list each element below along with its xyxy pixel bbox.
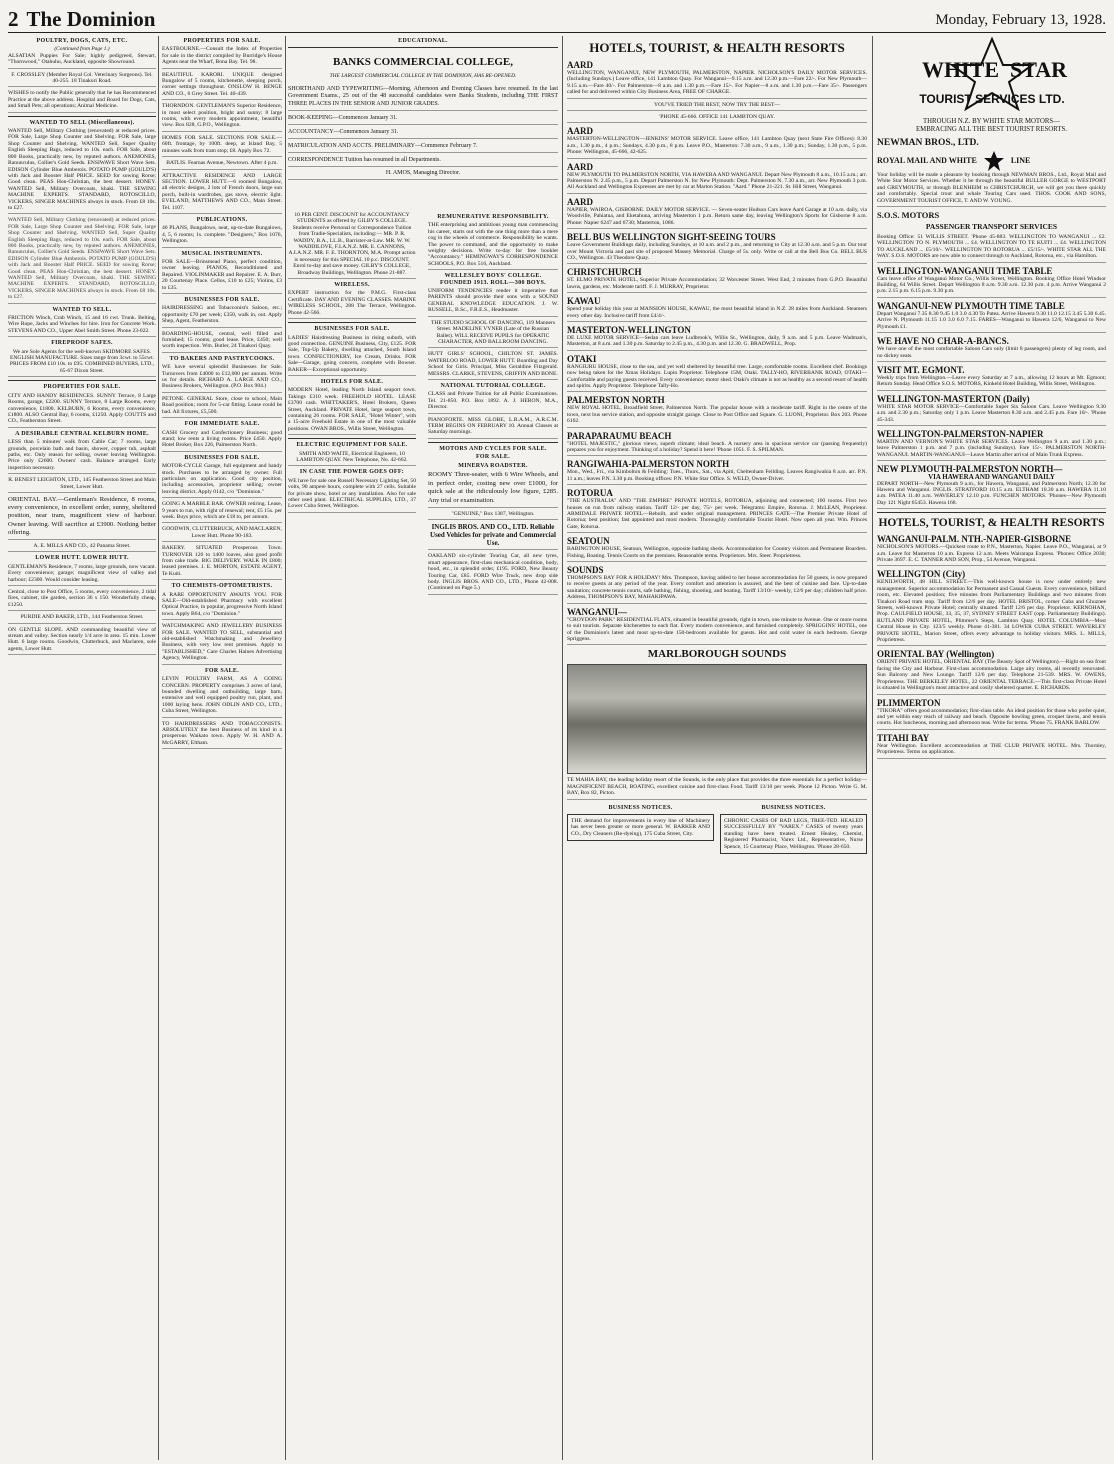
- royal-mail-line: [877, 150, 1106, 172]
- classified-ad: Spend your holiday this year at MANSION HOUSE, KAWAU, the most beautiful island in N.Z. 28 miles from Auckland. Steamers every other day. Inclusive tariff from £4/4/-.: [567, 306, 867, 322]
- column-transport: [877, 36, 1106, 1460]
- resort-heading: PLIMMERTON: [877, 697, 941, 708]
- classified-ad: EXPERT instruction for the P.M.G. First-class Certificate. DAY AND EVENING CLASSES. MARINE WIRELESS SCHOOL, 288 The Terrace, Wellington. Phone 42-566.: [288, 290, 416, 319]
- classified-ad: THE demand for improvements in every line of Machinery has never been greater or more general. W. BARKER AND CO., Dry Cleaners (Re-dyeing), 175 Cuba Street, City.: [567, 814, 714, 841]
- classified-ad: YOU'VE TRIED THE REST, NOW TRY THE BEST—: [567, 102, 867, 111]
- resort-heading: RANGIWAHIA-PALMERSTON NORTH: [567, 459, 730, 470]
- classified-ad: ALSATIAN Puppies For Sale; highly pedigreed, Stewart, "Thornwood," Otahuhu, Auckland, opposite Showround.: [8, 53, 156, 69]
- classified-ad: BOARDING-HOUSE, central, well filled and furnished; 15 rooms; good lease. Price, £450; well worth inspection. Wm. Butler, 24 Tinakori Quay.: [162, 331, 282, 353]
- classified-ad: ROOMY Three-seater, with 6 Wire Wheels, and in perfect order, costing new over £1000, for quick sale at the ridiculously low figure, £285. Any trial or examination.: [428, 471, 558, 508]
- classified-ad: WISHES to notify the Public generally that he has Recommenced Practice at the above address. Hospital and Board for Dogs, Cats, and Small Pets; all operations; Animal Medicine.: [8, 90, 156, 112]
- classified-ad: BAKERY. SITUATED Prosperous Town. TURNOVER 126 to 1400 loaves, also good profit from cake trade. BIG DELIVERY. WALK IN £800; leased premises. J. E. MORTON, ESTATE AGENT, Te Kuiti.: [162, 545, 282, 580]
- section-heading: WELLESLEY BOYS' COLLEGE. FOUNDED 1913. ROLL—300 BOYS.: [440, 273, 546, 286]
- classified-ad: Central, close to Post Office, 5 rooms, every convenience, 2 tidal fires, cabinet, tile garden, section 36 x 150. Wonderfully cheap, £1250.: [8, 589, 156, 611]
- section-title: HOTELS, TOURIST, & HEALTH RESORTS: [589, 40, 845, 55]
- classified-ad: DE LUXE MOTOR SERVICE—Sedan cars leave Ludbrook's, Willis St., Wellington, daily, 9 a.m. and 5 p.m. Leave Wadman's, Masterton, at 8 a.m. and 1.30 p.m. Saturday to 2.45 p.m., 4.30 p.m. and 12.30. G. BRADWELL, Prop.: [567, 335, 867, 351]
- classified-ad: WE have for sale one Russell Necessary Lighting Set, 50 volts, 90 ampere hours, complete with 27 cells. Suitable for private show, hotel or any installation. Also for sale other used plant. ELECTRICAL SUPPLIES, LTD., 37 Lower Cuba Street, Wellington.: [288, 478, 416, 513]
- divider: [428, 442, 558, 443]
- column-hotels-tourist: [567, 36, 867, 1460]
- divider: [877, 512, 1106, 513]
- classified-ad: SMITH AND WAITE, Electrical Engineers, 10 LAMBTON QUAY. New Telephone, No. 42-662.: [288, 451, 416, 467]
- section-heading: FOR SALE.: [204, 667, 240, 674]
- divider: [8, 116, 156, 117]
- resort-heading: PARAPARAUMU BEACH: [567, 430, 672, 441]
- route-subheading: VIA HAWERA AND WANGANUI DAILY: [928, 473, 1055, 482]
- masthead: [8, 4, 1106, 33]
- section-heading: BUSINESSES FOR SALE.: [184, 454, 260, 461]
- section-title: HOTELS, TOURIST, & HEALTH RESORTS: [878, 517, 1105, 530]
- section-heading: PROPERTIES FOR SALE.: [43, 384, 121, 391]
- marlborough-heading: MARLBOROUGH SOUNDS: [647, 648, 787, 661]
- classified-ad: CHRONIC CASES OF BAD LEGS, TREE-TED. HEALED SUCCESSFULLY BY "VAREX." CASES of twenty years standing have been treated. Ernest Healey, Chemist, Registered Pharmacist, Varex Ltd., Representative, Nurse Spence, 15 Courtenay Place, Wellington. 'Phone 28-650.: [720, 814, 867, 854]
- column-classifieds-1: [8, 36, 156, 1460]
- classified-ad: GOING A MARBLE BAR. OWNER retiring. Lease, 9 years to run, with right of renewal; rent, £5 15s. per week. Buys price, which are £18 to, per annum.: [162, 501, 282, 523]
- resort-heading: AARD: [567, 126, 593, 137]
- logo-word-star: STAR: [1009, 57, 1067, 82]
- divider: [8, 380, 156, 381]
- classified-ad: ON GENTLE SLOPE. AND commanding beautiful view of stream and valley. Section nearly 1/4 acre in area. 15 min. Lower Hutt. 6 large rooms. Goodwin, Clutterbuck, and Maclaren, sole agents, Lower Hutt.: [8, 627, 156, 656]
- section-subheading: (Continued from Page 1.): [54, 46, 110, 53]
- column-educational-top: [288, 36, 558, 206]
- classified-ad: CASH Grocery and Confectionery Business; good stand; low rents a living rooms. Price £450. Apply Hotel Broker, Box 226, Palmerston North.: [162, 430, 282, 452]
- column-classifieds-2: [162, 36, 282, 1460]
- classified-ad: NICHOLSON'S MOTORS.—Quickest route to P.N., Masterton, Napier. Leave P.O., Wanganui, at 9 a.m. Leave for Masterton 10 a.m. Express 12 a.m. Meets Wairarapa Express. 'Phones: Office 2030; Private 3697. E. C. TANNER AND SON, Prop., 54 Avenue, Wanganui.: [877, 544, 1106, 566]
- sos-subheading: PASSENGER TRANSPORT SERVICES: [925, 222, 1058, 232]
- classified-ad: NEW PLYMOUTH TO PALMERSTON NORTH, VIA HAWERA AND WANGANUI. Depart New Plymouth 8 a.m., 10.15 a.m.; arr. Palmerston N. 2.45 p.m., 5 p.m. Depart Palmerston N. for New Plymouth: Dept. Palmerston N. 7.30 a.m., arr. New Plymouth 3 p.m. All Auckland and Wellington Expresses are met by car at Marton Station. "Aard." Phone 21-221. St. Hill Street, Wanganui.: [567, 172, 867, 194]
- classified-ad: TE MAHIA BAY, the leading holiday resort of the Sounds, is the only place that provides the three essentials for a perfect holiday—MAGNIFICENT BEACH, BOATING, excellent cuisine and first-class Food. Tariff 13/10 per week. Phone 12 Picton. Write G. M. BAY, Box 82, Picton.: [567, 777, 867, 799]
- section-heading: ELECTRIC EQUIPMENT FOR SALE.: [296, 442, 408, 449]
- classified-ad: ST. ELMO PRIVATE HOTEL, Superior Private Accommodation; 32 Worcester Street. West End, 2 minutes from G.P.O. Beautiful lawns, gardens, etc. Moderate tariff. F. J. MURRAY, Proprietor.: [567, 277, 867, 293]
- classified-ad: HAIRDRESSING and Tobacconist's Saloon, etc.; opportunity £70 per week; £350, walk in, out. Apply Shep, Agent, Featherston.: [162, 305, 282, 327]
- resort-heading: AARD: [567, 60, 593, 70]
- column-rule: [158, 36, 159, 1460]
- resort-heading: WELLINGTON (City): [877, 569, 966, 580]
- column-classifieds-3a: [288, 212, 416, 1460]
- resort-heading: SEATOUN: [567, 536, 610, 547]
- white-star-logo: [877, 36, 1106, 118]
- classified-ad: UNIFORM TENDENCIES render it imperative that PARENTS should provide their sons with a SOUND GENERAL KNOWLEDGE EDUCATION. J. W. RUSSELL, B.Sc., F.R.E.S., Headmaster.: [428, 288, 558, 317]
- section-heading: BUSINESS NOTICES.: [608, 804, 673, 811]
- resort-heading: OTAKI: [567, 353, 597, 364]
- classified-ad: Leave Government Buildings daily, including Sundays, at 10 a.m. and 2 p.m., and returning to City at 12.30 a.m. and 5 p.m. Our tour over Mount Victoria and past site of proposed Massey Memorial. Charge of 5s. only. Write or call at the Bell Bus Co. BELL BUS CO., Wellington. 43 Theodore Quay.: [567, 242, 867, 264]
- classified-ad: PIANOFORTE. MISS GLOBE, L.R.A.M., A.R.C.M. TERM BEGINS ON FEBRUARY 10. Annual Classes at Saturday mornings.: [428, 417, 558, 439]
- section-heading: FOR SALE.: [475, 454, 511, 461]
- section-heading: IN CASE THE POWER GOES OFF:: [299, 469, 405, 476]
- resort-heading: KAWAU: [567, 296, 601, 307]
- classified-ad: CORRESPONDENCE Tuition has resumed in all Departments.: [288, 156, 558, 167]
- section-heading: BUSINESSES FOR SALE.: [184, 297, 260, 303]
- classified-ad: RANGIURU HOUSE, close to the sea, and yet well sheltered by beautiful tree. Large, comfortable rooms. Excellent chef. Bookings now being taken for the Xmas Holidays. Lupin Proprietor. Telephone 15M, Otaki. TALLY-HO, RIVERBANK ROAD, OTAKI—Comfortable and paying guests received. Every convenience; motor shed. Otaki's climate is not as healthy as a second resort of health and spirits. Apply Proprietor. Telephone Tally-Ho.: [567, 364, 867, 393]
- resort-heading: AARD: [567, 161, 593, 172]
- logo-word-white: WHITE: [921, 57, 999, 82]
- resort-heading: BELL BUS WELLINGTON SIGHT-SEEING TOURS: [567, 232, 776, 243]
- classified-ad: MOTOR-CYCLE Garage, full equipment and handy stock. Purchases to be arranged by owner. Full particulars on application. Good city position, including accessories, proprietor selling; owner leaving district. Apply 0142, c/o "Dominion.": [162, 463, 282, 498]
- white-star-tagline: EMBRACING ALL THE BEST TOURIST RESORTS.: [916, 126, 1067, 133]
- resort-heading: TITAHI BAY: [877, 732, 930, 743]
- banks-college-subtitle: THE LARGEST COMMERCIAL COLLEGE IN THE DOMINION, HAS RE-OPENED.: [329, 73, 517, 80]
- white-star-tagline: THROUGH N.Z. BY WHITE STAR MOTORS—: [923, 118, 1060, 125]
- classified-ad: GENTLEMAN'S Residence, 7 rooms, large grounds, now vacant. Every convenience; garage; magnificent view of valley and harbour; £2300. Would consider leasing.: [8, 564, 156, 586]
- classified-ad: A. E. MILLS AND CO., 42 Panama Street.: [8, 543, 156, 552]
- classified-ad: WE have several splendid Businesses for Sale. Turnovers from £4000 to £12,000 per annum. Write us for details. RICHARD A. LARGE AND CO., Business Brokers, Wellington. (P.O. Box 904.): [162, 364, 282, 393]
- classified-ad: GOODWIN, CLUTTERBUCK, AND MACLAREN, Lower Hutt. Phone 90-183.: [162, 526, 282, 542]
- divider: [288, 322, 416, 323]
- classified-ad: ORIENTAL BAY.—Gentleman's Residence, 8 rooms, every convenience, in excellent order, sunny, sheltered position, near tram, magnificent view of harbour. Owner leaving. Will sacrifice at £3900. Nothing better offering.: [8, 496, 156, 540]
- classified-ad: BOOK-KEEPING—Commences January 31.: [288, 114, 558, 125]
- classified-ad: ACCOUNTANCY—Commences January 31.: [288, 128, 558, 139]
- classified-ad: WANTED Sell, Military Clothing (renovated) at reduced prices. FOR Sale, Large Shop Counter and Shelving. FOR Sale, large Shop Counter and Shelving. WANTED Sell, Super Quality English Sleeping Bags, reduced to 10s. each. FOR Sale, about 800 Books, practically new, by reputed authors. ANEMONES, Ranunculus, Collier's Gold Seeds. ENSIWAVE Short Wave Sets. EDISON Cylinder Blue Amberols. POTATO PUMP (GOULD'S) with Jack and Booster Half PRICE. SEED for sowing Rorse; Good clean. PEAS Hon-Christian, the best dessert. HONEY. WANTED Sell, Military Overcoats, khaki. THE SEWING MACHINE EXPERTS. STANDARD, ROTOSCILLO, VICKERS, SINGER MACHINES always in stock. From £8 10s. to £27.: [8, 217, 156, 303]
- resort-heading: WANGANUI—: [567, 606, 628, 617]
- resort-heading: ROTORUA: [567, 488, 613, 499]
- classified-ad: Mon., Wed., Fri., via Kimbolton & Feilding: Tues., Thurs., Sat., via Apiti, Cheltenham Feilding. Leaves Rangiwahia 8 a.m. arr. P.N. 11 a.m.; leaves P.N. 3.30 p.m. Booking offices: P.N. White Star Office. S. WELD, Owner-Driver.: [567, 469, 867, 485]
- classified-ad: DEPART NORTH—New Plymouth 9 a.m., for Hawera, Wanganui, and Palmerston North; 12.30 for Hawera and Wanganui. INGLIS. STRATFORD 10.15 a.m. ELTHAM 10.30 a.m. HAWERA 11.10 a.m. PATEA 11.40 a.m. WAVERLEY 12.10 p.m. FUNCHEN MOTORS. 'Phones—New Plymouth Day 121 Night 65453. Hawera 168.: [877, 481, 1106, 510]
- classified-ad: WATCHMAKING AND JEWELLERY BUSINESS FOR SALE. WANTED TO SELL, substantial and old-established Watchmaking and Jewellery Business, with very low rent premises. Apply to "ESTABLISHED," Care Charles Haines Advertising Agency, Wellington.: [162, 623, 282, 664]
- classified-ad: We have one of the most comfortable Saloon Cars only (limit 8 passengers) plenty of leg room, and no dickey seats.: [877, 346, 1106, 362]
- classified-ad: ATTRACTIVE RESIDENCE AND LARGE SECTION. LOWER HUTT.—6 roomed Bungalow, all electric designs, 2 lots of French doors, large sun porch, built-in wardrobes, gas stove, electric light. EVELAND, MATTHEWS AND CO., Main Street. Tel. 1107.: [162, 173, 282, 214]
- classified-ad: OAKLAND six-cylinder Touring Car, all new tyres, smart appearance, first-class mechanical condition, body, hood, etc., in splendid order, £195. FORD, New Beauty Touring Car, £85. FORD Wire Truck, new drop side body. INGLIS BROS. AND CO., LTD., Phone 42-008. (Continued on Page 5.): [428, 553, 558, 594]
- section-heading: MINERVA ROADSTER.: [458, 462, 528, 469]
- resort-heading: AARD: [567, 196, 593, 207]
- column-classifieds-3b: [428, 212, 558, 1460]
- classified-ad: Near Wellington. Excellent accommodation at THE CLUB PRIVATE HOTEL. Mrs. Thornley, Proprietress. Terms on application.: [877, 743, 1106, 759]
- route-heading: NEW PLYMOUTH-PALMERSTON NORTH—: [877, 464, 1063, 475]
- classified-ad: INGLIS BROS. AND CO., LTD. Reliable Used Vehicles for private and Commercial Use.: [428, 523, 558, 550]
- classified-ad: TO HAIRDRESSERS AND TOBACCONISTS. ABSOLUTELY the best Business of its kind in a prosperous Waikato town. Apply W. H. AND A. McGARRY, Eltham.: [162, 721, 282, 750]
- classified-ad: Depart Wanganui 7.35 8.30 9.45 1.0 3.0 4.30 To Patea. Arrive Hawera 9.30 11.0 12.15 3.45 5.30 6.45. Arrive N. Plymouth 11.15 1.0 3.0 6.0 7.15. FARES—Wanganui to Hawera 12/6, Wanganui to New Plymouth £1.: [877, 311, 1106, 333]
- section-heading: BUSINESS NOTICES.: [761, 804, 826, 811]
- classified-ad: H. AMOS, Managing Director.: [288, 170, 558, 179]
- issue-date: Monday, February 13, 1928.: [935, 12, 1106, 28]
- classified-ad: LEVIN POULTRY FARM, AS A GOING CONCERN. PROPERTY comprises 3 acres of land, bounded dwelling and outbuilding, large barn, extensive and well equipped poultry run, plant, and 1000 laying hens. JOHN ODLIN AND CO., LTD., Cuba Street, Wellington.: [162, 676, 282, 717]
- classified-ad: WELLINGTON, WANGANUI, NEW PLYMOUTH, PALMERSTON, NAPIER. NICHOLSON'S DAILY MOTOR SERVICES. (Including Sundays.) Leave office, 141 Lambton Quay. For Wanganui—9.15 a.m. and 12.30 p.m.—Fare 22/-. For New Plymouth—9.15 a.m.—Fare 40/-. For Palmerston—8 a.m. and 1.30 p.m.—Fare 15/-. For Napier—8 a.m. and 1.30 p.m.—Fare 35/-. Passengers called for and delivered within City Business Area, FREE OF CHARGE.: [567, 70, 867, 99]
- section-heading: A DESIRABLE CENTRAL KELBURN HOME.: [15, 430, 149, 437]
- section-heading: TO CHEMISTS-OPTOMETRISTS.: [171, 583, 273, 590]
- divider: [288, 47, 558, 48]
- section-heading: NATIONAL TUTORIAL COLLEGE.: [440, 382, 546, 389]
- section-heading: PROPERTIES FOR SALE.: [183, 38, 261, 44]
- classified-ad: HUTT GIRLS' SCHOOL, CHILTON ST. JAMES. WATERLOO ROAD, LOWER HUTT. Boarding and Day School for Girls. Principal, Miss Geraldine Fitzgerald. MESSRS. CLARKE, STEVENS, GRIFFIN AND BONE.: [428, 351, 558, 380]
- classified-ad: KENILWORTH, 48 HILL STREET.—This well-known house is now under entirely new management. Superior accommodation for Permanent and Casual Guests. Every convenience, billiard room, etc. Elevated position; five minutes from Parliamentary Buildings and two minutes from Tinakori Road tram stop. Tariff from 12/6 per day. HOTEL BRISTOL, corner Cuba and Ghuznee Streets, well-known Private Hotel; centrally situated. Tariff 12/6 per day. Proprietor. KERNOHAN, Prop. CAULFIELD HOUSE, 33, 35, 37, SYDNEY STREET EAST (opp. Parliamentary Buildings). RUTLAND PRIVATE HOTEL, Plimmer's Steps, Lambton Quay. HOTEL COLUMBIA—Most Central House in City. 123/5 weekly. Phone 41-381. 34 LOWER CUBA STREET. WAVERLEY PRIVATE HOTEL, Marion Street, offers every advantage to holiday visitors. MRS. L. MILLS, Proprietress.: [877, 579, 1106, 646]
- classified-ad: Cars leave office of Wanganui Motor Co., Willis Street, Wellington. Booking Office Hotel Windsor Building, 64 Willis Street. Depart Wellington 8 a.m. 9.30 a.m. 12.30 p.m. 4 p.m. Arrive Wanganui 2 p.m. 2.15 p.m. 6.15 p.m. 9.30 p.m.: [877, 276, 1106, 298]
- royal-mail-label: ROYAL MAIL AND WHITE: [877, 155, 977, 165]
- business-notices: [567, 803, 867, 857]
- classified-ad: F. CROSSLEY (Member Royal Col. Veterinary Surgeons). Tel. 40-255. 18 Tinakori Road.: [8, 72, 156, 88]
- classified-ad: LADIES' Hairdressing Business in rising suburb, with good connection. GENUINE Business, City, £125. FOR Sale, Top-Up Bakery, dwelling attached, South Island town. CONFECTIONERY, Ice Cream, Drinks. FOR Sale—Garage, going concern, complete with Bowser. BAKER—Exceptional opportunity.: [288, 335, 416, 376]
- section-heading: MUSICAL INSTRUMENTS.: [181, 250, 263, 257]
- section-heading: FOR IMMEDIATE SALE.: [184, 421, 260, 428]
- section-heading: WANTED TO SELL (Miscellaneous).: [29, 119, 135, 126]
- classified-ad: A RARE OPPORTUNITY AWAITS YOU. FOR SALE—Old-established Pharmacy with excellent Optical Practice, in popular, progressive North Island town. Apply B64, c/o "Dominion.": [162, 592, 282, 621]
- classified-ad: BABINGTON HOUSE, Seatoun, Wellington, opposite bathing sheds. Accommodation for Country visitors and Permanent Boarders. Fishing, Boating. Tennis Courts on the premises. Reasonable terms. Proprietors. Mrs. Steer. Proprietress.: [567, 546, 867, 562]
- classified-ad: MARTIN AND VERNON'S WHITE STAR SERVICES. Leave Wellington 9 a.m. and 1.30 p.m.; leave Palmerston 1 p.m. and 7 p.m. (including Sundays). Fare 15/-. PALMERSTON NORTH-WANGANUI. MARTIN-WANGANUI—Leave Martin after arrival of Main Trunk Express.: [877, 439, 1106, 461]
- classified-ad: 40 PLANS, Bungalows, neat, up-to-date Bungalows, 4, 5, 6 rooms; 1s. complete. "Designers," Box 1076, Wellington.: [162, 225, 282, 247]
- classified-ad: CLASS and Private Tuition for all Public Examinations. Tel. 21-850. P.O. Box 1892. A. J. HERON, M.A., Director.: [428, 391, 558, 413]
- section-heading: PUBLICATIONS.: [196, 216, 248, 223]
- classified-ad: THE enterprising and ambitious young man commencing his career, starts out with the one thing more than a mere cog in the wheels of commerce. Responsibility he wants. The power to command, and the opportunity to make weighty decisions. Write to-day for free booklet "Accountancy." HEMINGWAY'S CORRESPONDENCE SCHOOLS, P.O. Box 516, Auckland.: [428, 222, 558, 270]
- column-rule: [562, 36, 563, 1460]
- resort-heading: PALMERSTON NORTH: [567, 395, 665, 406]
- resort-heading: MASTERTON-WELLINGTON: [567, 324, 691, 335]
- route-heading: WELLINGTON-PALMERSTON-NAPIER: [877, 428, 1044, 439]
- white-star-emblem-icon: [882, 37, 1102, 117]
- classified-ad: "CROYDON PARK" RESIDENTIAL FLATS, situated in beautiful grounds, right in town, one minute to Avenue. One or more rooms to suit tourists. Separate kitchenettes to each flat. Every modern convenience, and furnished completely. SPRIGGINS' HOTEL, one of the Dominion's latest and most up-to-date 150-bedroom available for guests. Hot and cold water in each bedroom. George Spriggens.: [567, 617, 867, 646]
- classified-ad: "TIKORA" offers good accommodation; first-class table. An ideal position for those who prefer quiet, and yet within easy reach of railway and beach. Opposite bowling green, croquet lawns, and tennis courts. Hot luncheons, morning and afternoon teas. Write for terms. 'Phone 75. FRANK BARLOW.: [877, 708, 1106, 730]
- classified-ad: BEAUTIFUL KARORI. UNIQUE designed Bungalow of 5 rooms, kitchenette, sleeping porch, corner settings throughout. ONSLOW H. BENGE AND CO., 6 Grey Street. Tel. 40-439.: [162, 72, 282, 101]
- classified-ad: THE STUDIO SCHOOL OF DANCING, 119 Manners Street. MADELINE VYNER (Late of the Russian Ballet). WILL RECEIVE PUPILS for OPERATIC CHARACTER, AND BALLROOM DANCING.: [428, 320, 558, 349]
- timetable-heading: WELLINGTON-WANGANUI TIME TABLE: [877, 265, 1053, 276]
- classified-ad: "HOTEL MAJESTIC," glorious views, superb climate; ideal beach. A nursery area in spacious service car (passing frequently) prepares you for enjoyment. Thinking of a holiday? Spend it here! 'Phone 1051. F. S. SPILMAN.: [567, 441, 867, 457]
- resort-heading: WANGANUI-PALM. NTH.-NAPIER-GISBORNE: [877, 534, 1072, 545]
- classified-ad: SHORTHAND AND TYPEWRITING—Morning, Afternoon and Evening Classes have resumed. In the last Government Exams., 25 out of the 48 successful candidates were Banks Students, including THE FIRST THREE PLACES IN THE SENIOR AND JUNIOR GRADES.: [288, 86, 558, 112]
- timetable-heading: WANGANUI-NEW PLYMOUTH TIME TABLE: [877, 300, 1065, 311]
- section-heading: FIREPROOF SAFES.: [51, 340, 113, 347]
- resort-heading: ORIENTAL BAY (Wellington): [877, 649, 995, 660]
- column-rule: [872, 36, 873, 1460]
- bay-photograph: [567, 664, 867, 774]
- column-rule: [285, 36, 286, 1460]
- page-number: 2: [8, 7, 19, 31]
- classified-ad: WHITE STAR MOTOR SERVICE—Comfortable Super Six Saloon Cars. Leave Wellington 9.30 a.m. and 2.30 p.m.; Saturday only 1 p.m. Leave Masterton 8.30 a.m. and 2.45 p.m. Fare 10/-. 'Phone 45-343.: [877, 404, 1106, 426]
- classified-ad: MODERN Hotel, leading North Island seaport town. Takings £310 week. FREEHOLD HOTEL. LEASE £3700 cash. WHITTAKER'S, Hotel Brokers, Queen Street, Auckland. PRIVATE Hotel, large seaport town, containing 26 rooms. FOR SALE, "Hotel Winter", with a 15-acre Freehold Estate in one of the most valuable positions. OWAN BROS., Willis Street, Wellington.: [288, 387, 416, 435]
- classified-ad: 10 PER CENT. DISCOUNT for ACCOUNTANCY STUDENTS as offered by GILBY'S COLLEGE. Students receive Personal or Correspondence Tuition from Tradie-Specialists, including:— MR. P. R. WADDY, B.A., LL.B., Barrister-at-Law. MR. W. W. WADDILOVE, F.I.A.N.Z. MR. E. CANNONS, A.I.A.N.Z. MR. F. E. THORNTON, M.A. Prompt action is necessary for this SPECIAL 10 p.c. DISCOUNT. Enrol to-day and save money. GILBY'S COLLEGE, Broadway Buildings, Wellington. Phone 21-887.: [288, 212, 416, 279]
- classified-ad: ORIENT PRIVATE HOTEL, ORIENTAL BAY (The Beauty Spot of Wellington).—Right on sea front facing the City and Harbour. First-class accommodation. Large airy rooms, all recently renovated. Sun Balcony and New Lounge. Tariff 12/6 per day. Telephone 21-539. MRS. W. OWENS, Proprietress. THE BERKELEY HOTEL, 22 ORIENTAL TERRACE.—This first-class Private Hotel is situated in Wellington's most attractive and cosily sheltered quarter. E. RICHARDS.: [877, 659, 1106, 694]
- classified-ad: Weekly trips from Wellington.—Leave every Saturday at 7 a.m., allowing 12 hours at Mt. Egmont; Return Sunday. Head Office S.O.S. MOTORS, Kinkeld Hotel Building, Willis Street, Wellington.: [877, 375, 1106, 391]
- notice-heading: VISIT MT. EGMONT.: [877, 364, 965, 375]
- classified-ad: NEW ROYAL HOTEL, Broadfield Street, Palmerston North. The popular house with a moderate tariff. Right in the centre of the town, next bus service station, and opposite straight garage. Close to Post Office and Square. G. LUONI, Proprietor. Box 203. Phone 6162.: [567, 405, 867, 427]
- classified-ad: Booking Office: 51 WILLIS STREET. 'Phone 45-883. WELLINGTON TO WANGANUI ... £2. WELLINGTON TO N. PLYMOUTH ... £4. WELLINGTON TO TE KUITI ... £4. WELLINGTON TO AUCKLAND ... £5/10/-. WELLINGTON TO ROTORUA ... £5/15/-. WHITE STAR ALL THE WAY. S.O.S. MOTORS are now able to connect through to Auckland, Rotorua, etc., via Hamilton.: [877, 234, 1106, 263]
- classified-ad: Your holiday will be made a pleasure by booking through NEWMAN BROS., Ltd., Royal Mail and White Star Motor Services. Whether it be through the beautiful BULLER GORGE to WESTPORT and GREYMOUTH, or through BLENHEIM to CHRISTCHURCH, we will get you there quickly and comfortably. Special trout and whale Touring Cars used. THOS. COOK AND SONS, GOVERNMENT TOURIST OFFICE, T. AND W. YOUNG.: [877, 172, 1106, 207]
- classified-ad: We are Sole Agents for the well-known SKIDMORE SAFES. ENGLISH MANUFACTURE. Sizes range from 3cwt. to 55cwt. PRICES FROM £10 10s. to £95. COMBINED BUYERS, LTD., 65-67 Dixon Street.: [8, 349, 156, 378]
- classified-ad: EASTBOURNE.—Consult the Index of Properties for sale in the district compiled by Burridge's House Agents near the Wharf, Bona Bay. Tel. 98.: [162, 46, 282, 68]
- section-heading: HOTELS FOR SALE.: [320, 378, 384, 385]
- star-icon: [983, 150, 1005, 172]
- classified-ad: MASTERTON-WELLINGTON—JENKINS' MOTOR SERVICE. Leave office, 141 Lambton Quay (next State Fire Offices): 8.30 a.m., 1.30 p.m., 4 p.m.; Sundays, 4.30 p.m., 8 p.m. Leave P.O., Masterton: 7.30 a.m., 9 a.m., 1.30 p.m.; Sunday, 1.30 p.m., 5 p.m. Phone: Wellington, 45-666, 42-625.: [567, 136, 867, 158]
- classified-ad: HOMES FOR SALE. SECTIONS FOR SALE.—60ft. frontage, by 100ft. deep, at Island Bay, 5 minutes walk from tram stop; £8. Apply Box 72.: [162, 135, 282, 157]
- section-heading: LOWER HUTT. LOWER HUTT.: [35, 555, 129, 562]
- business-notices-right: [720, 803, 867, 857]
- resort-heading: SOUNDS: [567, 565, 604, 576]
- classified-ad: MATRICULATION AND ACCTS. PRELIMINARY—Commence February 7.: [288, 142, 558, 153]
- paper-title: [8, 7, 155, 32]
- section-heading: EDUCATIONAL.: [398, 38, 448, 44]
- classified-ad: "GENUINE," Box 1387, Wellington.: [428, 511, 558, 520]
- banks-college-title: BANKS COMMERCIAL COLLEGE,: [333, 56, 513, 69]
- route-heading: WELLINGTON-MASTERTON (Daily): [877, 393, 1030, 404]
- classified-ad: WANTED Sell, Military Clothing (renovated) at reduced prices. FOR Sale, Large Shop Counter and Shelving. FOR Sale, large Shop Counter and Shelving. WANTED Sell, Super Quality English Sleeping Bags, reduced to 10s. each. FOR Sale, about 800 Books, practically new, by reputed authors. ANEMONES, Ranunculus, Collier's Gold Seeds. ENSIWAVE Short Wave Sets. EDISON Cylinder Blue Amberols. POTATO PUMP (GOULD'S) with Jack and Booster Half PRICE. SEED for sowing Rorse; Good clean. PEAS Hon-Christian, the best dessert. HONEY. WANTED Sell, Military Overcoats, khaki. THE SEWING MACHINE EXPERTS. STANDARD, ROTOSCILLO, VICKERS, SINGER MACHINES always in stock. From £8 10s. to £27.: [8, 128, 156, 214]
- section-heading: WIRELESS.: [334, 282, 370, 289]
- classified-ad: PURDIE AND BAKER, LTD., 144 Featherston Street.: [8, 614, 156, 623]
- sos-motors-heading: S.O.S. MOTORS: [877, 210, 940, 221]
- classified-ad: THORNDON. GENTLEMAN'S Superior Residence, in most select position, bright and sunny; 8 large rooms, with every modern appointment, beautiful view. Box 828, G.P.O., Wellington.: [162, 103, 282, 132]
- newman-bros-heading: NEWMAN BROS., LTD.: [877, 138, 979, 148]
- classified-ad: FRICTION Winch, Crab Winch, 15 and 16 cwt. Trunk. Belting, Wire Rope, Jacks and Winches for hire. Iron for Concrete Work. STEVENS AND CO., Upper Abel Smith Street. Phone 23-022.: [8, 315, 156, 337]
- classified-ad: 'PHONE 45-666. OFFICE 141 LAMBTON QUAY.: [567, 114, 867, 123]
- resort-heading: CHRISTCHURCH: [567, 267, 642, 278]
- logo-tourist-services: TOURIST SERVICES LTD.: [918, 92, 1065, 106]
- classified-ad: "THE AUSTRALIA" AND "THE EMPIRE" PRIVATE HOTELS, ROTORUA, adjoining and connected; 160 rooms. First two houses on run from railway station. Tariff 12/- per day, 75/- per week. Telegrams: Empire, Rotorua. J. McLEAN, Proprietor. ARMIDALE PRIVATE HOTEL—Rebuilt, and under original management. PRINCES GATE—The Premier Private Hotel of Rotorua; best position; fast appointed and most modern. Thoroughly comfortable Tourist Hotel. Now open all year. Wm. Princes Gate, Rotorua.: [567, 498, 867, 533]
- classified-ad: BATLIS. Fearnas Avenue, Newtown. After 4 p.m.: [162, 160, 282, 169]
- section-heading: WANTED TO SELL.: [52, 306, 112, 313]
- classified-ad: THOMPSON'S BAY FOR A HOLIDAY! Mrs. Thompson, having added to her house accommodation for 50 guests, is now prepared to receive guests at any period of the year. Every comfort and attention is assured, and the best of cuisine and fare. Up-to-date sanitation; concrete tennis courts, safe bathing, fishing, shooting, and boating. Tariff 13/10/- weekly, 12/6 per day; children half price. Address, THOMPSON'S BAY, MAHAKIPAWA.: [567, 575, 867, 604]
- line-label: LINE: [1010, 155, 1031, 165]
- section-heading: TO BAKERS AND PASTRYCOOKS.: [169, 355, 275, 362]
- section-heading: BUSINESSES FOR SALE.: [314, 326, 390, 333]
- classified-ad: NAPIER, WAIROA, GISBORNE. DAILY MOTOR SERVICE. — Seven-seater Hudson Cars leave Aard Garage at 10 a.m. daily, via Woodville, Pahiatua, and Eketahuna, arriving Masterton 1 p.m. Return same day, leaving Wellington's Sports for Gisborne 8 a.m. Phone: Napier 6247 and 6730; Masterton, 1086.: [567, 207, 867, 229]
- divider: [288, 438, 416, 439]
- section-heading: POULTRY, DOGS, CATS, ETC.: [36, 38, 128, 44]
- section-heading: MOTORS AND CYCLES FOR SALE.: [439, 445, 547, 452]
- classified-ad: FOR SALE—Brinsmead Piano, perfect condition, owner leaving. PIANOS, Reconditioned and Repaired. VIOLINMAKER and Repairer. E. A. Burr, 20 Courtenay Place. Cellos, £10 to £25; Violins, £3 to £35.: [162, 259, 282, 294]
- classified-ad: R. BENEST LEIGHTON, LTD., 145 Featherston Street and Main Street, Lower Hutt.: [8, 477, 156, 493]
- section-heading: REMUNERATIVE RESPONSIBILITY.: [437, 214, 549, 220]
- notice-heading: WE HAVE NO CHAR-A-BANCS.: [877, 336, 1009, 347]
- classified-ad: PETONE. GENERAL Store, close to school, Main Road position; room for 5-car fitting. Lease could be had. All fixtures, £5,500.: [162, 396, 282, 418]
- business-notices-left: [567, 803, 714, 857]
- classified-ad: LESS than 5 minutes' walk from Cable Car; 7 rooms, large grounds, porcelain bath and basin, shower, copper tub, asphalt paths, etc. Only reason for selling, owner leaving Wellington. Price only £2600. Owners' cash. Balance arranged. Early inspection necessary.: [8, 439, 156, 474]
- classified-ad: CITY AND HANDY RESIDENCES. SUNNY Terrace, 8 Large Rooms, garage, £2200. SUNNY Terrace, 8 Large Rooms, every convenience, £1800. KELBURN, 6 Rooms, every convenience, £1800. ALSO Central Bay, 6 rooms, £1250. Apply COUTTS and CO., Featherston Street.: [8, 393, 156, 428]
- paper-name: The Dominion: [26, 7, 156, 31]
